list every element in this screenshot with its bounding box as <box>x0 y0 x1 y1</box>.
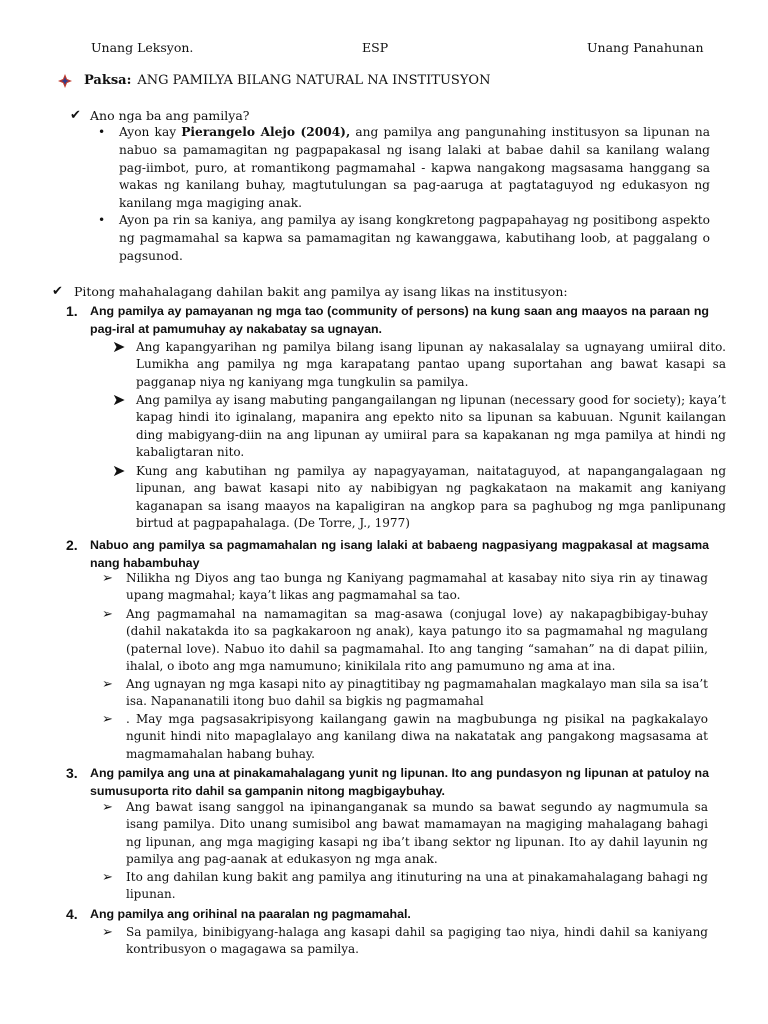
bullet-text: Ayon pa rin sa kaniya, ang pamilya ay isang kongkretong pagpapahayag ng positibong aspekto ng pagmamahal sa kapwa sa pamamagitan ng kawanggawa, kabutihang loob, at paggalang o pagsunod. <box>119 213 710 263</box>
reason-point-text: Sa pamilya, binibigyang-halaga ang kasapi dahil sa pagiging tao niya, hindi dahil sa kaniyang kontribusyon o magagawa sa pamilya. <box>126 925 708 957</box>
bullet-text: Ayon kay Pierangelo Alejo (2004), ang pamilya ang pangunahing institusyon sa lipunan na nabuo sa pamamagitan ng pagpapakasal ng isang lalaki at babae dahil sa kanilang walang pag-iimbot, puro, at romantikong pagmamahal - kapwa nangakong magsasama hanggang sa wakas ng kanilang buhay, magtutulungan sa pag-aaruga at pagtataguyod ng edukasyon ng kanilang mga magiging anak. <box>119 125 710 211</box>
reason-point-text: Ang kapangyarihan ng pamilya bilang isang lipunan ay nakasalalay sa ugnayang umiiral dito. Lumikha ang pamilya ng mga karapatang pantao upang suportahan ang bawat kasapi sa pagganap niya ng kaniyang mga tungkulin sa pamilya. <box>136 340 726 389</box>
reason-point <box>102 924 708 959</box>
reason-point-text: Nilikha ng Diyos ang tao bunga ng Kaniyang pagmamahal at kasabay nito siya rin ay tinawag upang magmahal; kaya’t likas ang pagmamahal sa tao. <box>126 571 708 603</box>
reason-heading-text: Ang pamilya ang orihinal na paaralan ng pagmamahal. <box>90 907 411 921</box>
arrow-bullet-icon: ➢ <box>102 712 113 727</box>
header-left: Unang Leksyon. <box>91 40 194 55</box>
arrow-bullet-icon: ➢ <box>102 571 113 586</box>
arrow-bullet-icon: ➤ <box>112 390 126 409</box>
reason-point-text: . May mga pagsasakripisyong kailangang gawin na magbubunga ng pisikal na pagkakalayo ngunit hindi nito mapaglalayo ang kanilang diwa na nakatatak ang pangakong magsasama at magmamahalan habang buhay. <box>126 712 708 761</box>
reason-number: 2. <box>66 537 78 553</box>
reason-point-text: Ang bawat isang sanggol na ipinanganganak sa mundo sa bawat segundo ay nagmumula sa isang pamilya. Dito unang sumisibol ang bawat mamamayan na magiging mahalagang bahagi ng lipunan, ang mga magiging kasapi ng iba’t ibang sektor ng lipunan. Ito ay dahil layunin ng pamilya ang pag-aanak at edukasyon ng mga anak. <box>126 800 708 867</box>
reason-point-text: Ang ugnayan ng mga kasapi nito ay pinagtitibay ng pagmamahalan magkalayo man sila sa isa’t isa. Napananatili itong buo dahil sa bigkis ng pagmamahal <box>126 677 708 709</box>
reason-heading-text: Ang pamilya ay pamayanan ng mga tao (community of persons) na kung saan ang maayos na paraan ng pag-iral at pamumuhay ay nakabatay sa ugnayan. <box>90 304 709 336</box>
checkmark-icon: ✔ <box>52 284 63 299</box>
bullet-dot-icon: • <box>98 125 106 139</box>
reasons-intro <box>52 284 568 299</box>
reason-heading <box>66 536 709 572</box>
reason-point <box>112 461 726 533</box>
reason-point <box>112 390 726 462</box>
reason-heading <box>66 302 709 338</box>
reason-point <box>102 606 708 676</box>
arrow-bullet-icon: ➢ <box>102 607 113 622</box>
header-center: ESP <box>362 40 389 55</box>
arrow-bullet-icon: ➤ <box>112 337 126 356</box>
reason-heading-text: Nabuo ang pamilya sa pagmamahalan ng isang lalaki at babaeng nagpasiyang magpakasal at magsama nang habambuhay <box>90 538 709 570</box>
arrow-bullet-icon: ➢ <box>102 870 113 885</box>
topic-line <box>58 73 490 88</box>
bullet-item <box>98 124 710 213</box>
bullet-item <box>98 212 710 265</box>
arrow-bullet-icon: ➢ <box>102 677 113 692</box>
reason-number: 1. <box>66 303 78 319</box>
question-line <box>70 108 249 123</box>
bullet-dot-icon: • <box>98 213 106 227</box>
question-text: Ano nga ba ang pamilya? <box>90 108 250 123</box>
reason-point-text: Ito ang dahilan kung bakit ang pamilya ang itinuturing na una at pinakamahalagang bahagi ng lipunan. <box>126 870 708 902</box>
arrow-bullet-icon: ➢ <box>102 800 113 815</box>
reason-point-text: Ang pagmamahal na namamagitan sa mag-asawa (conjugal love) ay nakapagbibigay-buhay (dahil nakatakda ito sa pagkakaroon ng anak), kaya patungo ito sa pagmamahal ng magulang (paternal love). Nabuo ito dahil sa pagmamahal. Ito ang tanging “samahan” na di dapat piliin, ihalal, o iboto ang mga namumuno; kinikilala rito ang pamumuno ng ama at ina. <box>126 607 708 674</box>
arrow-bullet-icon: ➤ <box>112 461 126 480</box>
reason-point <box>102 799 708 869</box>
topic-label: Paksa: <box>84 73 132 88</box>
reason-point-text: Ang pamilya ay isang mabuting pangangailangan ng lipunan (necessary good for society); kaya’t kapag hindi ito iginalang, mapanira ang epekto nito sa lipunan sa kabuuan. Ngunit kailangan ding mabigyang-diin na ang lipunan ay umiiral para sa kapakanan ng mga pamilya at hindi ng kabaligtaran nito. <box>136 393 726 460</box>
reason-heading <box>66 905 709 923</box>
reason-point <box>102 570 708 605</box>
reasons-intro-text: Pitong mahahalagang dahilan bakit ang pamilya ay isang likas na institusyon: <box>74 284 568 299</box>
reason-point-text: Kung ang kabutihan ng pamilya ay napagyayaman, naitataguyod, at napangangalagaan ng lipunan, ang bawat kasapi nito ay nabibigyan ng pagkakataon na makamit ang kaniyang kaganapan sa isang maayos na kapaligiran na angkop para sa paghubog ng mga panlipunang birtud at pagpapahalaga. (De Torre, J., 1977) <box>136 464 726 531</box>
star-bullet-icon <box>58 74 72 88</box>
reason-point <box>112 337 726 391</box>
arrow-bullet-icon: ➢ <box>102 925 113 940</box>
reason-heading-text: Ang pamilya ang una at pinakamahalagang yunit ng lipunan. Ito ang pundasyon ng lipunan at patuloy na sumusuporta rito dahil sa gampanin nitong magbigaybuhay. <box>90 766 709 798</box>
reason-point <box>102 869 708 904</box>
checkmark-icon: ✔ <box>70 108 81 123</box>
reason-heading <box>66 764 709 800</box>
reason-number: 3. <box>66 765 78 781</box>
reason-number: 4. <box>66 906 78 922</box>
reason-point <box>102 676 708 711</box>
header-right: Unang Panahunan <box>587 40 704 55</box>
reason-point <box>102 711 708 763</box>
topic-title: ANG PAMILYA BILANG NATURAL NA INSTITUSYON <box>137 73 491 88</box>
